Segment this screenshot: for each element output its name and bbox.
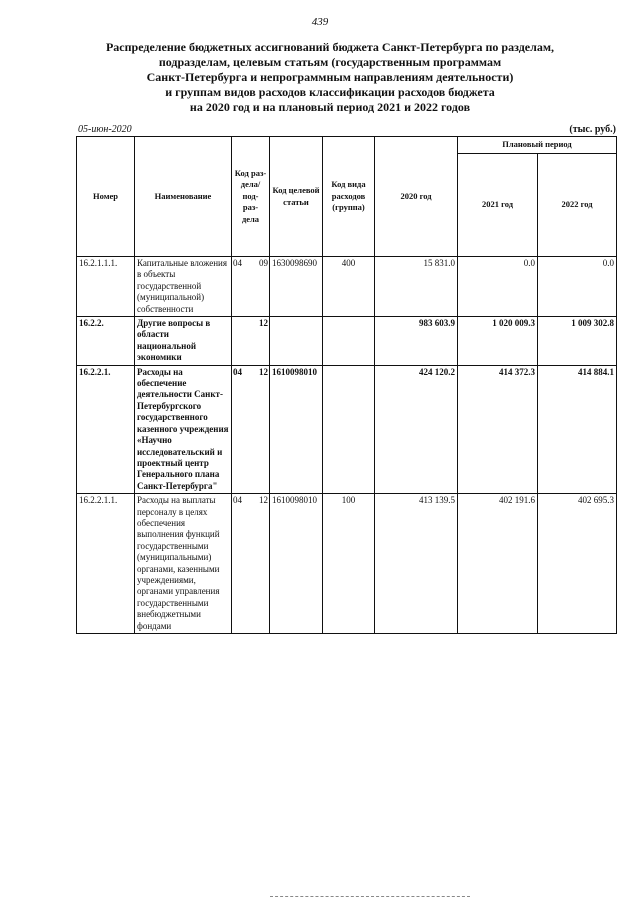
row-target-code: 1630098690 (270, 257, 323, 317)
row-section-code (232, 257, 270, 317)
units-label: (тыс. руб.) (569, 124, 616, 135)
row-name: Расходы на обеспечение деятельности Санкт-Петербургского государственного казенного учреждения «Научно исследовательский и проектный центр Генерального плана Санкт-Петербурга" (135, 365, 232, 493)
row-expense-type: 100 (323, 494, 375, 634)
table-row (77, 365, 617, 493)
subsection-code: 12 (259, 495, 268, 506)
row-number: 16.2.2. (77, 317, 135, 366)
title-line: на 2020 год и на плановый период 2021 и 2022 годов (189, 100, 471, 114)
title-line: подразделам, целевым статьям (государственным программам (158, 55, 502, 69)
budget-table (76, 136, 617, 634)
title-line: Распределение бюджетных ассигнований бюджета Санкт-Петербурга по разделам, (105, 40, 555, 54)
section-code: 04 (233, 258, 242, 268)
section-code: 04 (233, 495, 242, 506)
header-year-2022: 2022 год (538, 154, 617, 257)
row-name: Другие вопросы в области национальной экономики (135, 317, 232, 366)
row-target-code: 1610098010 (270, 494, 323, 634)
subsection-code: 09 (259, 258, 268, 268)
header-plan-period: Плановый период (458, 137, 617, 154)
row-number: 16.2.2.1. (77, 365, 135, 493)
header-expense-type-code: Код вида расходов (группа) (323, 137, 375, 257)
row-value-2020: 983 603.9 (375, 317, 458, 366)
row-value-2020: 15 831.0 (375, 257, 458, 317)
row-target-code (270, 317, 323, 366)
row-value-2022: 414 884.1 (538, 365, 617, 493)
row-number: 16.2.2.1.1. (77, 494, 135, 634)
row-target-code: 1610098010 (270, 365, 323, 493)
subsection-code: 12 (259, 366, 268, 377)
header-number: Номер (77, 137, 135, 257)
page-number: 439 (311, 16, 329, 28)
header-name: Наименование (135, 137, 232, 257)
footer-divider (270, 896, 470, 898)
title-line: и группам видов расходов классификации расходов бюджета (165, 85, 495, 99)
header-section-code: Код раз- дела/ под- раз- дела (232, 137, 270, 257)
section-code (232, 318, 233, 329)
row-expense-type (323, 317, 375, 366)
row-value-2022: 402 695.3 (538, 494, 617, 634)
row-expense-type (323, 365, 375, 493)
section-code: 04 (233, 366, 242, 377)
title-line: Санкт-Петербурга и непрограммным направлениям деятельности) (146, 70, 514, 84)
row-section-code (232, 365, 270, 493)
row-expense-type: 400 (323, 257, 375, 317)
row-section-code (232, 494, 270, 634)
row-value-2022: 1 009 302.8 (538, 317, 617, 366)
header-year-2021: 2021 год (458, 154, 538, 257)
table-row (77, 317, 617, 366)
row-value-2021: 402 191.6 (458, 494, 538, 634)
table-row (77, 257, 617, 317)
subsection-code: 12 (259, 318, 268, 329)
row-value-2022: 0.0 (538, 257, 617, 317)
row-value-2021: 0.0 (458, 257, 538, 317)
header-target-code: Код целевой статьи (270, 137, 323, 257)
document-title (60, 40, 600, 115)
row-value-2021: 414 372.3 (458, 365, 538, 493)
row-value-2020: 424 120.2 (375, 365, 458, 493)
row-section-code (232, 317, 270, 366)
row-value-2021: 1 020 009.3 (458, 317, 538, 366)
row-number: 16.2.1.1.1. (77, 257, 135, 317)
table-row (77, 494, 617, 634)
document-date: 05-июн-2020 (78, 124, 132, 135)
row-value-2020: 413 139.5 (375, 494, 458, 634)
row-name: Капитальные вложения в объекты государственной (муниципальной) собственности (135, 257, 232, 317)
row-name: Расходы на выплаты персоналу в целях обеспечения выполнения функций государственными (муниципальными) органами, казенными учреждениями, органами управления государственными внебюджетными фондами (135, 494, 232, 634)
header-year-2020: 2020 год (375, 137, 458, 257)
